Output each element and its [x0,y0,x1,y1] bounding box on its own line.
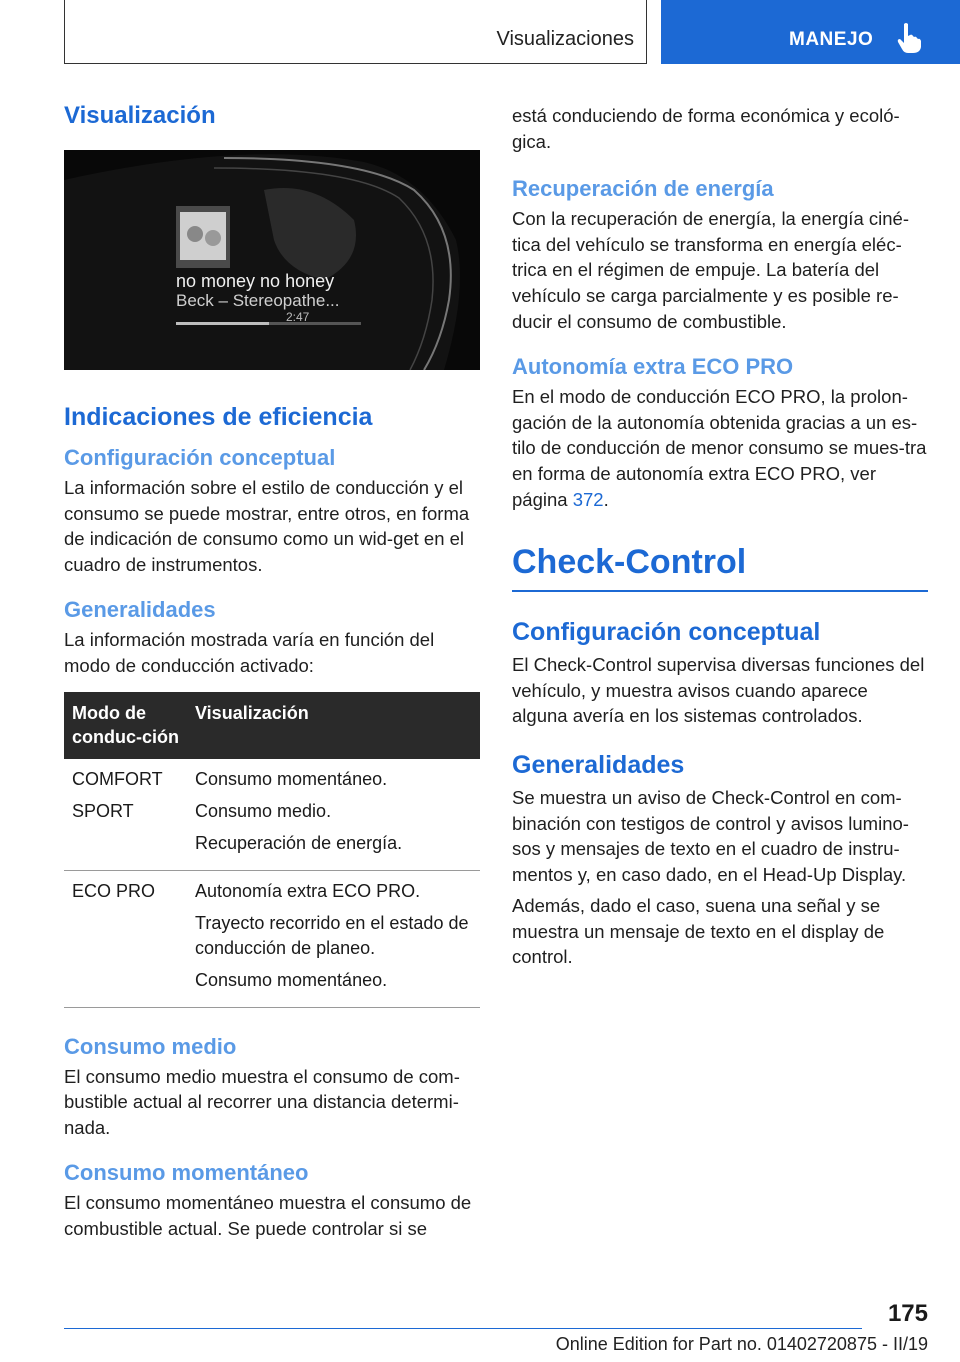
autonomia-text-end: . [603,488,609,510]
heading-indicaciones: Indicaciones de eficiencia [64,403,373,431]
display-item: Recuperación de energía. [195,832,403,853]
display-illustration [64,150,480,370]
table-row [64,759,480,871]
mode-eco-pro: ECO PRO [72,880,156,901]
heading-generalidades: Generalidades [64,597,216,623]
hand-pointer-icon [896,22,922,54]
section-rule [512,590,928,592]
page-number: 175 [887,1300,928,1327]
table-header-display: Visualización [187,692,480,759]
paragraph-recuperacion: Con la recuperación de energía, la energía ciné-tica del vehículo se transforma en energía eléc-trica en el régimen de empuje. La batería del vehículo se carga parcialmente y es posible re-ducir el consumo de combustible. [512,208,909,332]
paragraph-generalidades-2b: Además, dado el caso, suena una señal y se muestra un mensaje de texto en el display de control. [512,895,885,968]
heading-consumo-momentaneo: Consumo momentáneo [64,1160,309,1186]
header-section-title: Visualizaciones [496,28,634,50]
autonomia-text: En el modo de conducción ECO PRO, la prolon-gación de la autonomía obtenida gracias a un es-tilo de conducción de menor consumo se mues-tra en forma de autonomía extra ECO PRO, ver página [512,386,927,510]
heading-configuracion-2: Configuración conceptual [512,618,821,647]
paragraph-continuation: está conduciendo de forma económica y ecoló-gica. [512,105,900,152]
left-column [64,100,480,1242]
mode-comfort: COMFORT [72,768,163,789]
chapter-tab-label: MANEJO [789,29,874,50]
heading-configuracion: Configuración conceptual [64,445,336,470]
table-row [64,870,480,1007]
heading-check-control: Check-Control [512,543,747,582]
heading-visualizacion: Visualización [64,102,216,129]
mode-sport: SPORT [72,800,134,821]
display-item: Consumo medio. [195,800,332,821]
modes-table [64,692,480,1008]
paragraph-configuracion-2: El Check-Control supervisa diversas funciones del vehículo, y muestra avisos cuando aparece alguna avería en los sistemas controlados. [512,654,925,727]
right-column [512,103,928,970]
paragraph-generalidades: La información mostrada varía en función del modo de conducción activado: [64,629,435,676]
footer-edition: Online Edition for Part no. 01402720875 - II/19 [555,1334,928,1354]
song-title: no money no honey [176,271,335,291]
display-item: Consumo momentáneo. [195,768,388,789]
heading-consumo-medio: Consumo medio [64,1033,237,1059]
heading-autonomia: Autonomía extra ECO PRO [512,354,794,380]
paragraph-autonomia [512,384,928,512]
table-header-mode: Modo de conduc-ción [64,692,187,759]
display-item: Autonomía extra ECO PRO. [195,880,421,901]
song-artist: Beck – Stereopathe... [176,291,340,310]
header-frame [64,0,647,64]
paragraph-generalidades-2a: Se muestra un aviso de Check-Control en com-binación con testigos de control y avisos lumino-sos y mensajes de texto en el cuadro de instru-mentos y, en caso dado, en el Head-Up Display. [512,786,909,885]
display-item: Consumo momentáneo. [195,969,388,990]
heading-generalidades-2: Generalidades [512,750,685,779]
paragraph-configuracion: La información sobre el estilo de conducción y el consumo se puede mostrar, entre otros, en forma de indicación de consumo como un wid-get en el cuadro de instrumentos. [64,477,470,575]
heading-recuperacion: Recuperación de energía [512,176,774,202]
paragraph-consumo-momentaneo: El consumo momentáneo muestra el consumo de combustible actual. Se puede controlar si se [64,1192,472,1239]
chapter-tab[interactable] [661,0,960,64]
page-link-372[interactable]: 372 [572,488,604,510]
paragraph-consumo-medio: El consumo medio muestra el consumo de com-bustible actual al recorrer una distancia determi-nada. [64,1065,460,1138]
display-item: Trayecto recorrido en el estado de conducción de planeo. [195,912,469,958]
cockpit-display-image [64,150,480,370]
footer-rule [64,1328,862,1329]
song-time: 2:47 [286,310,310,324]
